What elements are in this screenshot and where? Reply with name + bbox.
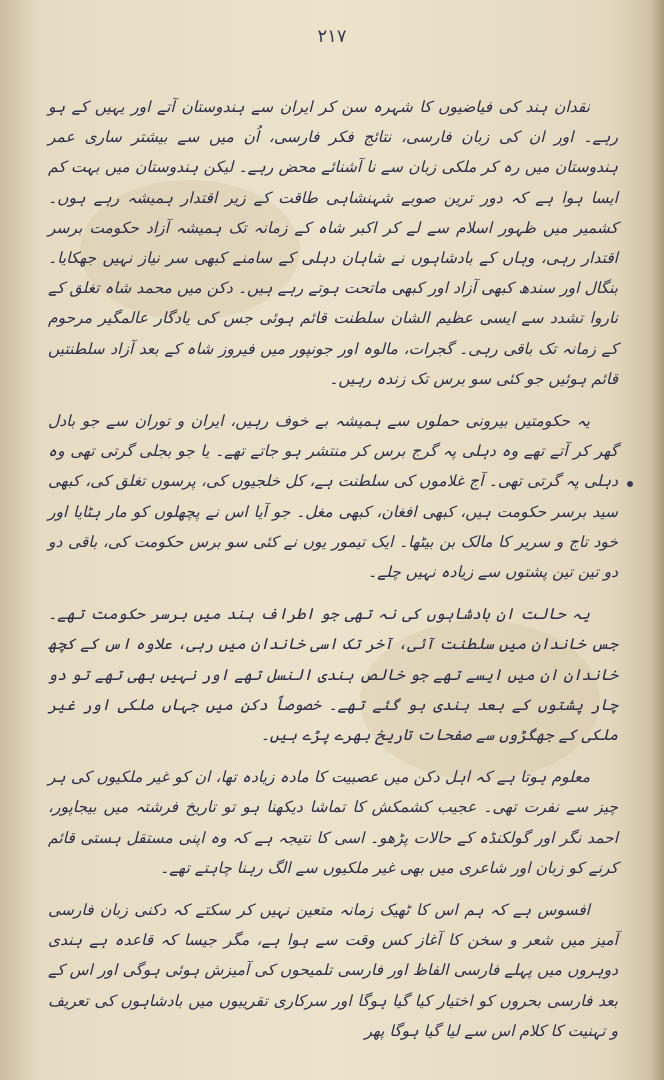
paragraph-3: یہ حالت ان بادشاہوں کی نہ تھی جو اطراف ہند میں برسر حکومت تھے۔ جس خاندان میں سلطنت آئی، آخر تک اسی خاندان میں رہی، علاوہ اس کے کچھ خاندان ان میں ایسے تھے جو خالص ہندی النسل تھے اور نہیں بھی تھے تو دو چار پشتوں کے بعد ہندی ہو گئے تھے۔ خصوصاً دکن میں جہاں ملکی اور غیر ملکی کے جھگڑوں سے صفحات تاریخ بھرے پڑے ہیں۔ — [48, 605, 618, 745]
paragraph-1: نقدان ہند کی فیاضیوں کا شہرہ سن کر ایران سے ہندوستان آتے اور یہیں کے ہو رہے۔ اور ان کی زبان فارسی، نتائج فکر فارسی، اُن میں سے بیشتر ساری عمر ہندوستان میں رہ کر ملکی زبان سے نا آشنائے محض رہے۔ لیکن ہندوستان میں بہت کم ایسا ہوا ہے کہ دور ترین صوبے شہنشاہی طاقت کے زیر اقتدار ہمیشہ رہے ہوں۔ کشمیر میں ظہور اسلام سے لے کر اکبر شاہ کے زمانہ تک ہمیشہ آزاد حکومت برسر اقتدار رہی، وہاں کے بادشاہوں نے شاہان دہلی کے سامنے کبھی سر نیاز نہیں جھکایا۔ بنگال اور سندھ کبھی آزاد اور کبھی ماتحت ہوتے رہے ہیں۔ دکن میں محمد شاہ تغلق کے ناروا تشدد سے ایسی عظیم الشان سلطنت قائم ہوئی جس کی یادگار عالمگیر مرحوم کے زمانہ تک باقی رہی۔ گجرات، مالوہ اور جونپور میں فیروز شاہ کے بعد آزاد سلطنتیں قائم ہوئیں جو کئی سو برس تک زندہ رہیں۔ — [48, 98, 618, 388]
paragraph-4: معلوم ہوتا ہے کہ اہل دکن میں عصبیت کا مادہ زیادہ تھا، ان کو غیر ملکیوں کی ہر چیز سے نفرت تھی۔ عجیب کشمکش کا تماشا دیکھنا ہو تو تاریخ فرشتہ میں بیجاپور، احمد نگر اور گولکنڈہ کے حالات پڑھو۔ اسی کا نتیجہ ہے کہ وہ اپنی مستقل ہستی قائم کرنے کو زبان اور شاعری میں بھی غیر ملکیوں سے الگ رہنا چاہتے تھے۔ — [48, 768, 618, 877]
document-body — [48, 92, 618, 1046]
paragraph-2: یہ حکومتیں بیرونی حملوں سے ہمیشہ بے خوف رہیں، ایران و توران سے جو بادل گھر کر آتے تھے وہ دہلی پہ گرج برس کر منتشر ہو جاتے تھے۔ یا جو بجلی گرتی تھی وہ دہلی پہ گرتی تھی۔ آج غلاموں کی سلطنت ہے، کل خلجیوں کی، پرسوں تغلق کی، کبھی سید برسر حکومت ہیں، کبھی افغان، کبھی مغل۔ جو آیا اس نے پچھلوں کو مار ہٹایا اور خود تاج و سریر کا مالک بن بیٹھا۔ ایک تیمور یوں نے کئی سو برس حکومت کی، باقی دو دو تین تین پشتوں سے زیادہ نہیں چلے۔ — [48, 412, 618, 582]
page-number: ۲۱۷ — [317, 26, 347, 47]
paragraph-5: افسوس ہے کہ ہم اس کا ٹھیک زمانہ متعین نہیں کر سکتے کہ دکنی زبان فارسی آمیز میں شعر و سخن کا آغاز کس وقت سے ہوا ہے، مگر جیسا کہ قاعدہ ہے ہندی دوہروں میں پہلے فارسی الفاظ اور فارسی تلمیحوں کی آمیزش ہوئی ہوگی اور اس کے بعد فارسی بحروں کو اختیار کیا گیا ہوگا اور سرکاری تقریبوں میں بادشاہوں کی تعریف و تہنیت کا کلام اس سے لیا گیا ہوگا پھر — [48, 901, 618, 1040]
page-edge-shadow — [650, 0, 664, 1080]
margin-dot-mark — [627, 481, 633, 487]
